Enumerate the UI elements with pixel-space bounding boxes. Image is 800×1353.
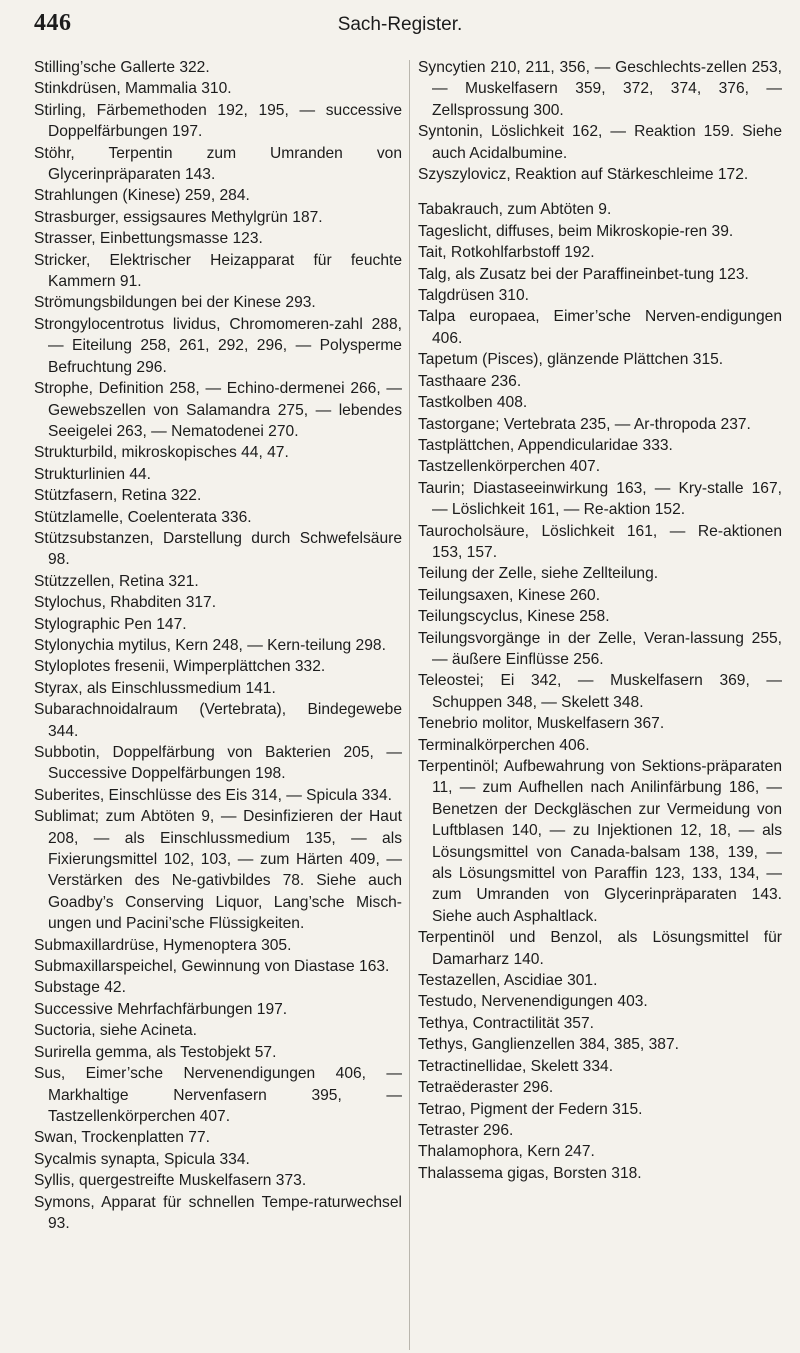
index-entry: Substage 42. xyxy=(34,979,126,997)
page-number: 446 xyxy=(34,10,72,36)
index-entry: Talg, als Zusatz bei der Paraffineinbet-tung 123. xyxy=(418,265,749,283)
index-entry: Syllis, quergestreifte Muskelfasern 373. xyxy=(34,1172,307,1190)
index-entry: Tasthaare 236. xyxy=(418,372,522,390)
index-entry: Tethya, Contractilität 357. xyxy=(418,1014,594,1032)
index-entry: Suctoria, siehe Acineta. xyxy=(34,1022,197,1040)
index-entry: Swan, Trockenplatten 77. xyxy=(34,1129,210,1147)
index-entry: Stützfasern, Retina 322. xyxy=(34,487,202,505)
index-column-left xyxy=(34,57,402,1234)
index-entry: Surirella gemma, als Testobjekt 57. xyxy=(34,1043,277,1061)
index-entry: Terpentinöl; Aufbewahrung von Sektions-präparaten 11, — zum Aufhellen nach Anilinfärbung 186, — Benetzen der Deckgläschen zur Vermeidung von Luftblasen 140, — zu Injektionen 12, 18, — als Lösungsmittel von Canada-balsam 138, 139, — als Lösungsmittel von Paraffin 123, 133, 134, — zum Umranden von Glycerinpräparaten 143. Siehe auch Asphaltlack. xyxy=(418,758,782,925)
index-entry: Tastkolben 408. xyxy=(418,394,528,412)
index-entry: Thalamophora, Kern 247. xyxy=(418,1143,595,1161)
index-entry: Successive Mehrfachfärbungen 197. xyxy=(34,1000,288,1018)
index-entry: Strasburger, essigsaures Methylgrün 187. xyxy=(34,208,323,226)
index-entry: Tetraster 296. xyxy=(418,1121,514,1139)
index-entry: Tait, Rotkohlfarbstoff 192. xyxy=(418,244,595,262)
index-entry: Syntonin, Löslichkeit 162, — Reaktion 159. Siehe auch Acidalbumine. xyxy=(418,123,782,162)
index-entry: Styrax, als Einschlussmedium 141. xyxy=(34,679,276,697)
index-entry: Tastplättchen, Appendicularidae 333. xyxy=(418,436,673,454)
page-header xyxy=(0,6,800,46)
index-entry: Stilling’sche Gallerte 322. xyxy=(34,59,210,76)
index-entry: Tethys, Ganglienzellen 384, 385, 387. xyxy=(418,1036,679,1054)
index-entry: Stylonychia mytilus, Kern 248, — Kern-teilung 298. xyxy=(34,636,386,654)
index-entry: Taurin; Diastaseeinwirkung 163, — Kry-stalle 167, — Löslichkeit 161, — Re-aktion 152. xyxy=(418,479,782,519)
index-entry: Terpentinöl und Benzol, als Lösungsmittel für Damarharz 140. xyxy=(418,929,782,968)
index-entry: Stylographic Pen 147. xyxy=(34,615,187,633)
index-entry: Tetraëderaster 296. xyxy=(418,1079,554,1097)
index-entry: Strahlungen (Kinese) 259, 284. xyxy=(34,187,250,205)
index-entry: Sycalmis synapta, Spicula 334. xyxy=(34,1150,250,1168)
index-entry: Submaxillardrüse, Hymenoptera 305. xyxy=(34,936,292,954)
index-entry: Subarachnoidalraum (Vertebrata), Bindegewebe 344. xyxy=(34,701,402,740)
index-entry: Sus, Eimer’sche Nervenendigungen 406, — Markhaltige Nervenfasern 395, — Tastzellenkörperchen 407. xyxy=(34,1065,402,1125)
index-entry: Teilung der Zelle, siehe Zellteilung. xyxy=(418,565,659,583)
index-entry: Strukturlinien 44. xyxy=(34,465,152,483)
index-entry: Strukturbild, mikroskopisches 44, 47. xyxy=(34,444,289,462)
index-entry: Terminalkörperchen 406. xyxy=(418,736,590,754)
index-entry: Suberites, Einschlüsse des Eis 314, — Spicula 334. xyxy=(34,786,392,804)
index-entry: Testazellen, Ascidiae 301. xyxy=(418,972,598,990)
index-entry: Stützzellen, Retina 321. xyxy=(34,572,199,590)
index-entry: Testudo, Nervenendigungen 403. xyxy=(418,993,648,1011)
column-divider xyxy=(409,60,410,1350)
index-entry: Strophe, Definition 258, — Echino-dermenei 266, — Gewebszellen von Salamandra 275, — lebendes Seeigelei 263, — Nematodenei 270. xyxy=(34,380,402,440)
index-entry: Stylochus, Rhabditen 317. xyxy=(34,594,217,612)
index-entry: Syncytien 210, 211, 356, — Geschlechts-zellen 253, — Muskelfasern 359, 372, 374, 376, — Zellsprossung 300. xyxy=(418,59,782,119)
index-entry: Taurocholsäure, Löslichkeit 161, — Re-aktionen 153, 157. xyxy=(418,522,782,561)
index-entry: Strasser, Einbettungsmasse 123. xyxy=(34,230,263,248)
index-entry: Subbotin, Doppelfärbung von Bakterien 205, — Successive Doppelfärbungen 198. xyxy=(34,744,402,783)
running-title: Sach-Register. xyxy=(337,14,463,35)
index-entry: Strongylocentrotus lividus, Chromomeren-zahl 288, — Eiteilung 258, 261, 292, 296, — Polysperme Befruchtung 296. xyxy=(34,315,402,376)
index-entry: Sublimat; zum Abtöten 9, — Desinfizieren der Haut 208, — als Einschlussmedium 135, — als Fixierungsmittel 102, 103, — zum Härten 409, — Verstärken des Ne-gativbildes 78. Siehe auch Goadby’s Conserving Liquor, Lang’sche Misch-ungen und Pacini’sche Flüssigkeiten. xyxy=(34,808,402,933)
index-entry: Talpa europaea, Eimer’sche Nerven-endigungen 406. xyxy=(418,308,782,347)
index-entry: Tastzellenkörperchen 407. xyxy=(418,458,601,476)
index-entry: Submaxillarspeichel, Gewinnung von Diastase 163. xyxy=(34,958,390,976)
index-entry: Stinkdrüsen, Mammalia 310. xyxy=(34,80,232,98)
index-entry: Talgdrüsen 310. xyxy=(418,287,529,305)
index-entry: Tageslicht, diffuses, beim Mikroskopie-ren 39. xyxy=(418,222,734,240)
index-entry: Tetrao, Pigment der Federn 315. xyxy=(418,1100,643,1118)
index-entry: Teilungsaxen, Kinese 260. xyxy=(418,586,601,604)
index-entry: Strömungsbildungen bei der Kinese 293. xyxy=(34,294,316,312)
index-entry: Symons, Apparat für schnellen Tempe-raturwechsel 93. xyxy=(34,1193,402,1232)
index-entry: Tapetum (Pisces), glänzende Plättchen 315. xyxy=(418,351,724,369)
index-entry: Stützlamelle, Coelenterata 336. xyxy=(34,508,252,526)
index-entry: Tetractinellidae, Skelett 334. xyxy=(418,1057,614,1075)
index-entry: Teilungscyclus, Kinese 258. xyxy=(418,608,610,626)
section-gap xyxy=(418,185,782,199)
index-entry: Teilungsvorgänge in der Zelle, Veran-lassung 255, — äußere Einflüsse 256. xyxy=(418,629,782,668)
index-entry: Stricker, Elektrischer Heizapparat für feuchte Kammern 91. xyxy=(34,251,402,291)
index-entry: Stirling, Färbemethoden 192, 195, — successive Doppelfärbungen 197. xyxy=(34,101,402,141)
index-entry: Tenebrio molitor, Muskelfasern 367. xyxy=(418,715,665,733)
index-entry: Szyszylovicz, Reaktion auf Stärkeschleime 172. xyxy=(418,166,749,184)
index-entry: Stöhr, Terpentin zum Umranden von Glycerinpräparaten 143. xyxy=(34,144,402,184)
index-entry: Tabakrauch, zum Abtöten 9. xyxy=(418,201,612,219)
index-entry: Teleostei; Ei 342, — Muskelfasern 369, — Schuppen 348, — Skelett 348. xyxy=(418,672,782,711)
index-entry: Stützsubstanzen, Darstellung durch Schwefelsäure 98. xyxy=(34,529,402,569)
index-entry: Thalassema gigas, Borsten 318. xyxy=(418,1164,642,1182)
index-entry: Styloplotes fresenii, Wimperplättchen 332. xyxy=(34,658,326,676)
index-entry: Tastorgane; Vertebrata 235, — Ar-thropoda 237. xyxy=(418,415,751,433)
index-column-right xyxy=(418,57,782,1184)
